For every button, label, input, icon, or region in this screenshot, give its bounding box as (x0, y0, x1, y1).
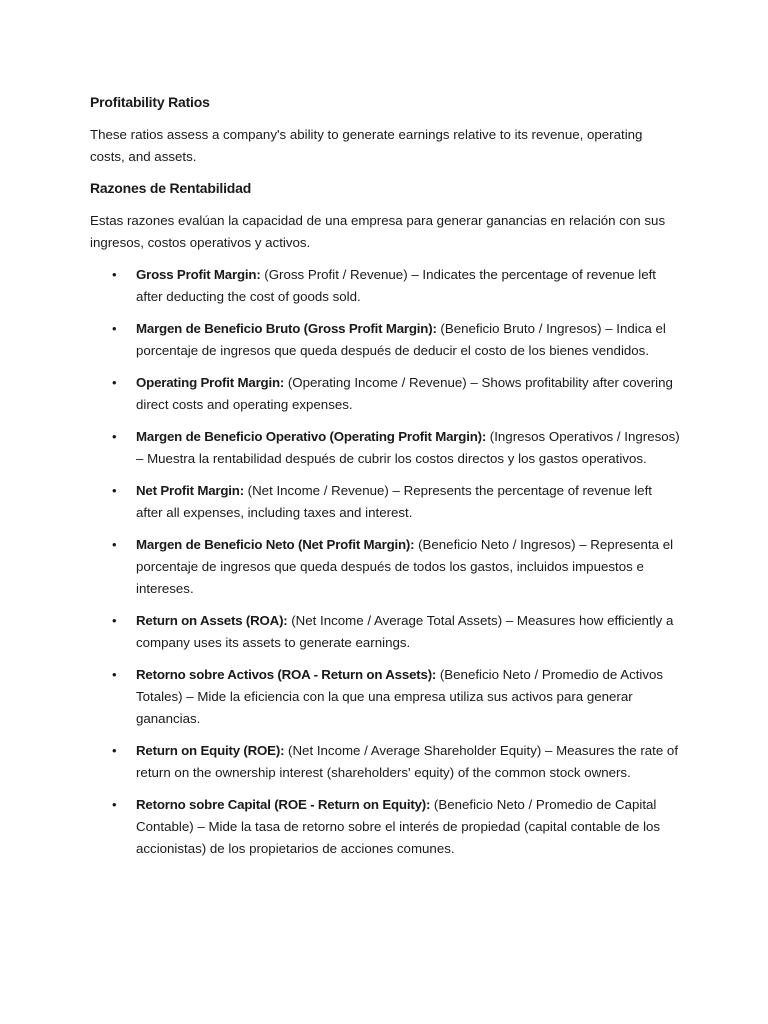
bullet-icon: • (112, 375, 117, 390)
ratio-term: Retorno sobre Activos (ROA - Return on Assets): (136, 667, 437, 682)
bullet-icon: • (112, 429, 117, 444)
bullet-icon: • (112, 321, 117, 336)
bullet-icon: • (112, 743, 117, 758)
ratio-description: (Beneficio Neto / Ingresos) – Representa el porcentaje de ingresos que queda después de todos los gastos, incluidos impuestos e intereses. (136, 537, 674, 596)
list-item (90, 664, 680, 730)
section-intro-en: These ratios assess a company's ability to generate earnings relative to its revenue, operating costs, and assets. (90, 127, 643, 164)
ratio-term: Margen de Beneficio Operativo (Operating Profit Margin): (136, 429, 487, 444)
ratio-term: Return on Equity (ROE): (136, 743, 285, 758)
ratio-description: (Beneficio Neto / Promedio de Activos Totales) – Mide la eficiencia con la que una empresa utiliza sus activos para generar ganancias. (136, 667, 664, 726)
list-item (90, 480, 680, 524)
ratio-description: (Net Income / Average Total Assets) – Measures how efficiently a company uses its assets to generate earnings. (136, 613, 674, 650)
ratio-term: Margen de Beneficio Bruto (Gross Profit Margin): (136, 321, 437, 336)
ratio-description: (Net Income / Revenue) – Represents the percentage of revenue left after all expenses, including taxes and interest. (136, 483, 652, 520)
ratio-description: (Ingresos Operativos / Ingresos) – Muestra la rentabilidad después de cubrir los costos directos y los gastos operativos. (136, 429, 680, 466)
section-heading-en: Profitability Ratios (90, 94, 210, 110)
bullet-icon: • (112, 483, 117, 498)
section-intro-es: Estas razones evalúan la capacidad de una empresa para generar ganancias en relación con sus ingresos, costos operativos y activos. (90, 213, 666, 250)
ratio-description: (Net Income / Average Shareholder Equity) – Measures the rate of return on the ownership interest (shareholders' equity) of the common stock owners. (136, 743, 679, 780)
bullet-icon: • (112, 537, 117, 552)
ratio-description: (Operating Income / Revenue) – Shows profitability after covering direct costs and operating expenses. (136, 375, 673, 412)
ratio-term: Margen de Beneficio Neto (Net Profit Margin): (136, 537, 415, 552)
list-item (90, 794, 680, 860)
list-item (90, 318, 680, 362)
bullet-icon: • (112, 667, 117, 682)
bullet-icon: • (112, 613, 117, 628)
list-item (90, 534, 680, 600)
ratio-term: Retorno sobre Capital (ROE - Return on Equity): (136, 797, 431, 812)
list-item (90, 610, 680, 654)
list-item (90, 740, 680, 784)
ratio-description: (Beneficio Neto / Promedio de Capital Contable) – Mide la tasa de retorno sobre el interés de propiedad (capital contable de los accionistas) de los propietarios de acciones comunes. (136, 797, 661, 856)
list-item (90, 264, 680, 308)
bullet-icon: • (112, 267, 117, 282)
ratio-term: Return on Assets (ROA): (136, 613, 288, 628)
ratio-term: Gross Profit Margin: (136, 267, 261, 282)
ratio-description: (Gross Profit / Revenue) – Indicates the percentage of revenue left after deducting the cost of goods sold. (136, 267, 656, 304)
list-item (90, 372, 680, 416)
ratio-list (90, 264, 680, 860)
list-item (90, 426, 680, 470)
ratio-term: Net Profit Margin: (136, 483, 244, 498)
ratio-description: (Beneficio Bruto / Ingresos) – Indica el porcentaje de ingresos que queda después de deducir el costo de los bienes vendidos. (136, 321, 666, 358)
ratio-term: Operating Profit Margin: (136, 375, 285, 390)
bullet-icon: • (112, 797, 117, 812)
section-heading-es: Razones de Rentabilidad (90, 180, 252, 196)
